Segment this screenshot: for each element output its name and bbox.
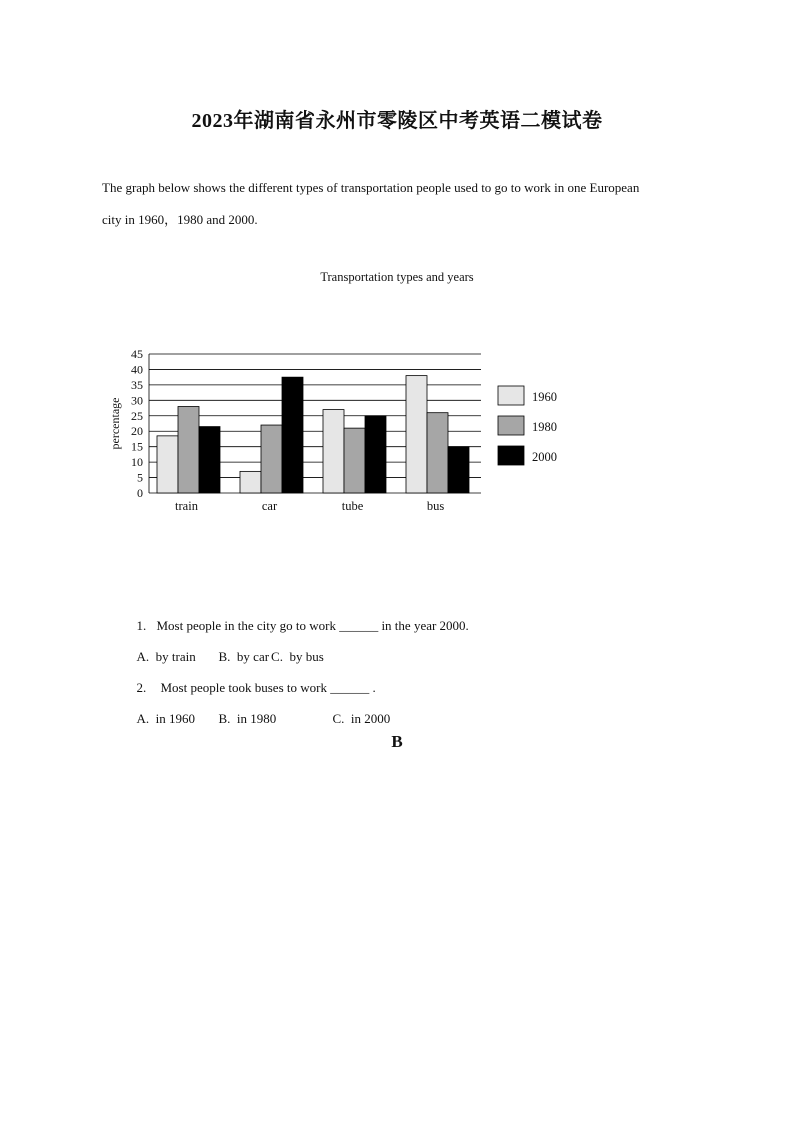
question-1 (130, 602, 469, 634)
question-2 (130, 664, 376, 696)
section-b-heading: B (391, 732, 403, 751)
y-tick-label: 15 (131, 439, 143, 454)
bar-train-1960 (157, 436, 178, 493)
question-1-number: 1. (136, 618, 147, 633)
question-2-option-b[interactable]: B. in 1980 (218, 711, 277, 726)
legend-swatch-1980 (498, 416, 524, 435)
legend-label: 1980 (532, 420, 557, 434)
bar-tube-1960 (323, 410, 344, 493)
y-tick-label: 40 (131, 362, 143, 377)
bar-bus-1980 (427, 413, 448, 493)
question-2-options (130, 695, 390, 727)
bar-train-2000 (199, 427, 220, 493)
legend-label: 1960 (532, 390, 557, 404)
question-2-option-c[interactable]: C. in 2000 (332, 711, 391, 726)
x-tick-label: bus (426, 499, 445, 513)
bar-tube-2000 (365, 416, 386, 493)
bar-tube-1980 (344, 428, 365, 493)
y-tick-label: 35 (131, 377, 143, 392)
question-1-option-b[interactable]: B. by car (218, 649, 270, 664)
question-1-option-a[interactable]: A. by train (136, 649, 196, 664)
bar-bus-2000 (448, 447, 469, 493)
bar-car-1960 (240, 471, 261, 493)
question-1-option-c[interactable]: C. by bus (271, 649, 324, 664)
legend-label: 2000 (532, 450, 557, 464)
bar-bus-1960 (406, 376, 427, 493)
y-tick-label: 45 (131, 347, 143, 361)
y-tick-label: 0 (137, 486, 143, 500)
bar-car-1980 (261, 425, 282, 493)
y-tick-label: 5 (137, 470, 143, 485)
bar-chart (100, 340, 580, 530)
y-axis-label: percentage (108, 397, 122, 450)
question-1-options (130, 633, 324, 665)
intro-paragraph (102, 172, 702, 236)
intro-line-2: city in 1960，1980 and 2000. (102, 212, 258, 227)
legend-swatch-2000 (498, 446, 524, 465)
legend-swatch-1960 (498, 386, 524, 405)
question-2-option-a[interactable]: A. in 1960 (136, 711, 195, 726)
y-tick-label: 25 (131, 408, 143, 423)
y-tick-label: 30 (131, 393, 143, 408)
question-2-number: 2. (136, 680, 147, 695)
bar-car-2000 (282, 377, 303, 493)
x-tick-label: car (261, 499, 278, 513)
y-tick-label: 10 (131, 455, 143, 470)
x-tick-label: train (175, 499, 198, 513)
bar-train-1980 (178, 407, 199, 493)
page-title: 2023年湖南省永州市零陵区中考英语二模试卷 (191, 110, 603, 132)
chart-title: Transportation types and years (320, 270, 474, 284)
question-1-text: Most people in the city go to work ______ in the year 2000. (156, 618, 469, 633)
y-tick-label: 20 (131, 424, 143, 439)
x-tick-label: tube (341, 499, 364, 513)
question-2-text: Most people took buses to work ______ . (160, 680, 376, 695)
intro-line-1: The graph below shows the different types of transportation people used to go to work in one European (102, 180, 640, 195)
